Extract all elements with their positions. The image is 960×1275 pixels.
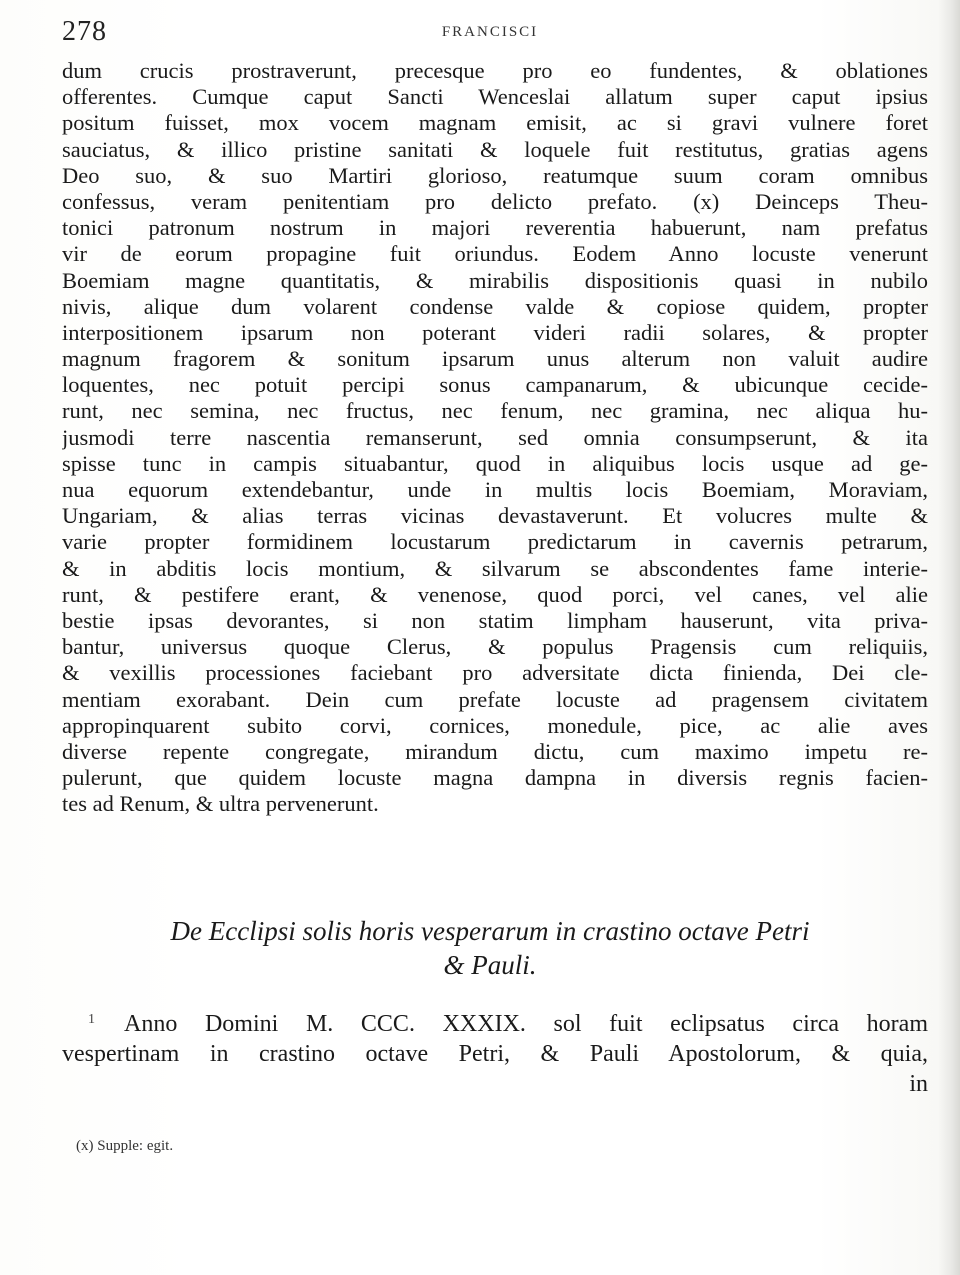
text-line: dum crucis prostraverunt, precesque pro eo fundentes, & oblationes (62, 58, 928, 83)
footnote-marker: (x) (76, 1138, 94, 1154)
second-paragraph (62, 1009, 928, 1099)
text-line: & in abditis locis montium, & silvarum se abscondentes fame interie- (62, 555, 928, 581)
text-line: Deo suo, & suo Martiri glorioso, reatumque suum coram omnibus (62, 162, 928, 188)
footnote (76, 1138, 173, 1155)
text-line: runt, & pestifere erant, & venenose, quod porci, vel canes, vel alie (62, 581, 928, 607)
text-line: varie propter formidinem locustarum predictarum in cavernis petrarum, (62, 529, 928, 555)
text-line: Boemiam magne quantitatis, & mirabilis dispositionis quasi in nubilo (62, 267, 928, 293)
section-heading-line-1: De Ecclipsi solis horis vesperarum in crastino octave Petri (170, 916, 810, 946)
text-line: offerentes. Cumque caput Sancti Wenceslai allatum super caput ipsius (62, 84, 928, 110)
text-line: Ungariam, & alias terras vicinas devastaverunt. Et volucres multe & (62, 503, 928, 529)
text-line: mentiam exorabant. Dein cum prefate locuste ad pragensem civitatem (62, 686, 928, 712)
page-number: 278 (62, 16, 107, 47)
text-line: runt, nec semina, nec fructus, nec fenum, nec gramina, nec aliqua hu- (62, 398, 928, 424)
text-line: interpositionem ipsarum non poterant videri radii solares, & propter (62, 319, 928, 345)
section-heading (100, 914, 880, 982)
running-head: FRANCISCI (441, 24, 539, 40)
text-line: pulerunt, que quidem locuste magna dampna in diversis regnis facien- (62, 765, 928, 791)
text-line: nivis, alique dum volarent condense valde & copiose quidem, propter (62, 293, 928, 319)
text-line: positum fuisset, mox vocem magnam emisit, ac si gravi vulnere foret (62, 110, 928, 136)
text-line: & vexillis processiones faciebant pro adversitate dicta finienda, Dei cle- (62, 660, 928, 686)
text-line: jusmodi terre nascentia remanserunt, sed omnia consumpserunt, & ita (62, 424, 928, 450)
paragraph-mark: 1 (88, 1012, 95, 1027)
text-line: diverse repente congregate, mirandum dictu, cum maximo impetu re- (62, 738, 928, 764)
text-line: vir de eorum propagine fuit oriundus. Eodem Anno locuste venerunt (62, 241, 928, 267)
text-line: bestie ipsas devorantes, si non statim limpham hauserunt, vita priva- (62, 607, 928, 633)
text-line: sauciatus, & illico pristine sanitati & loquele fuit restitutus, gratias agens (62, 136, 928, 162)
text-line: confessus, veram penitentiam pro delicto prefato. (x) Deinceps Theu- (62, 188, 928, 214)
catchword: in (909, 1071, 928, 1097)
text-line: tonici patronum nostrum in majori reverentia habuerunt, nam prefatus (62, 215, 928, 241)
text-line: tes ad Renum, & ultra pervenerunt. (62, 791, 379, 817)
text-line: bantur, universus quoque Clerus, & populus Pragensis cum reliquiis, (62, 634, 928, 660)
text-line: spisse tunc in campis situabantur, quod in aliquibus locis usque ad ge- (62, 450, 928, 476)
text-line: loquentes, nec potuit percipi sonus campanarum, & ubicunque cecide- (62, 372, 928, 398)
page-edge-shadow (938, 0, 960, 1275)
main-paragraph (62, 58, 928, 817)
section-heading-line-2: & Pauli. (443, 950, 537, 980)
text-line: Anno Domini M. CCC. XXXIX. sol fuit eclipsatus circa horam (124, 1011, 928, 1037)
text-line: appropinquarent subito corvi, cornices, monedule, pice, ac alie aves (62, 712, 928, 738)
footnote-text: Supple: egit. (97, 1138, 174, 1154)
text-line: vespertinam in crastino octave Petri, & Pauli Apostolorum, & quia, (62, 1041, 928, 1067)
text-line: magnum fragorem & sonitum ipsarum unus alterum non valuit audire (62, 346, 928, 372)
text-line: nua equorum extendebantur, unde in multis locis Boemiam, Moraviam, (62, 477, 928, 502)
